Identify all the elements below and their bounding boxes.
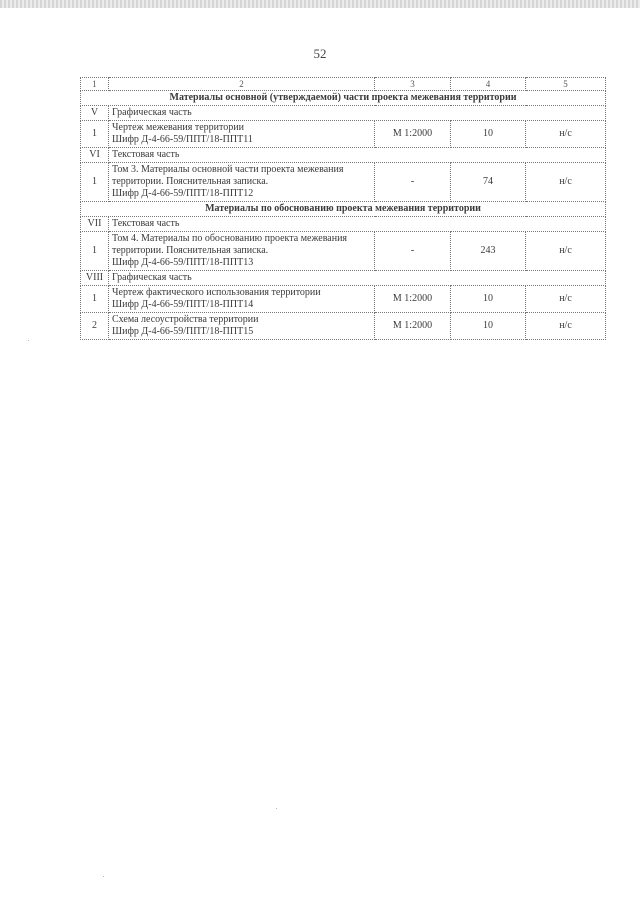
table-header-row: [81, 78, 606, 91]
group-row-v: [81, 106, 606, 121]
row-secrecy: н/с: [526, 286, 606, 313]
column-header-2: 2: [109, 78, 375, 91]
row-secrecy: н/с: [526, 121, 606, 148]
row-secrecy: н/с: [526, 313, 606, 340]
column-header-4: 4: [451, 78, 526, 91]
row-scale: М 1:2000: [375, 313, 451, 340]
row-code: Шифр Д-4-66-59/ППТ/18-ППТ14: [112, 299, 254, 310]
group-row-vii: [81, 217, 606, 232]
page-number: 52: [313, 46, 327, 61]
row-sheets: 74: [451, 163, 526, 202]
section-row-justification: [81, 202, 606, 217]
group-number-v: V: [81, 106, 109, 121]
section-row-main: [81, 91, 606, 106]
column-header-3: 3: [375, 78, 451, 91]
column-header-5: 5: [526, 78, 606, 91]
table-row: [81, 163, 606, 202]
scan-top-strip: [0, 0, 640, 8]
row-title-cell: [109, 313, 375, 340]
row-scale: -: [375, 163, 451, 202]
table-row: [81, 232, 606, 271]
group-title-vii: Текстовая часть: [109, 217, 606, 232]
row-title: Чертеж межевания территории: [112, 122, 244, 133]
table-row: [81, 121, 606, 148]
row-sheets: 10: [451, 313, 526, 340]
row-scale: М 1:2000: [375, 286, 451, 313]
group-number-vi: VI: [81, 148, 109, 163]
table-row: [81, 313, 606, 340]
row-code: Шифр Д-4-66-59/ППТ/18-ППТ11: [112, 134, 253, 145]
row-title-cell: [109, 163, 375, 202]
row-title-cell: [109, 232, 375, 271]
row-secrecy: н/с: [526, 163, 606, 202]
materials-table: [80, 77, 606, 340]
row-number: 1: [81, 232, 109, 271]
group-row-vi: [81, 148, 606, 163]
scan-speck: [28, 340, 29, 341]
scan-speck: [103, 876, 104, 877]
row-secrecy: н/с: [526, 232, 606, 271]
row-sheets: 10: [451, 121, 526, 148]
row-title-cell: [109, 286, 375, 313]
group-title-vi: Текстовая часть: [109, 148, 606, 163]
scan-speck: [276, 808, 277, 809]
row-code: Шифр Д-4-66-59/ППТ/18-ППТ13: [112, 257, 254, 268]
section-title-justification: Материалы по обоснованию проекта межевания территории: [81, 202, 606, 217]
row-scale: М 1:2000: [375, 121, 451, 148]
row-number: 1: [81, 121, 109, 148]
row-title-cell: [109, 121, 375, 148]
row-title: Схема лесоустройства территории: [112, 314, 259, 325]
group-number-vii: VII: [81, 217, 109, 232]
row-number: 1: [81, 163, 109, 202]
group-number-viii: VIII: [81, 271, 109, 286]
row-sheets: 243: [451, 232, 526, 271]
row-sheets: 10: [451, 286, 526, 313]
group-row-viii: [81, 271, 606, 286]
row-title: Том 3. Материалы основной части проекта межевания территории. Пояснительная записка.: [112, 164, 344, 187]
row-code: Шифр Д-4-66-59/ППТ/18-ППТ15: [112, 326, 254, 337]
group-title-v: Графическая часть: [109, 106, 606, 121]
group-title-viii: Графическая часть: [109, 271, 606, 286]
section-title-main: Материалы основной (утверждаемой) части проекта межевания территории: [81, 91, 606, 106]
row-scale: -: [375, 232, 451, 271]
row-number: 1: [81, 286, 109, 313]
table-row: [81, 286, 606, 313]
row-title: Чертеж фактического использования территории: [112, 287, 321, 298]
row-code: Шифр Д-4-66-59/ППТ/18-ППТ12: [112, 188, 254, 199]
column-header-1: 1: [81, 78, 109, 91]
row-number: 2: [81, 313, 109, 340]
row-title: Том 4. Материалы по обоснованию проекта межевания территории. Пояснительная записка.: [112, 233, 348, 256]
